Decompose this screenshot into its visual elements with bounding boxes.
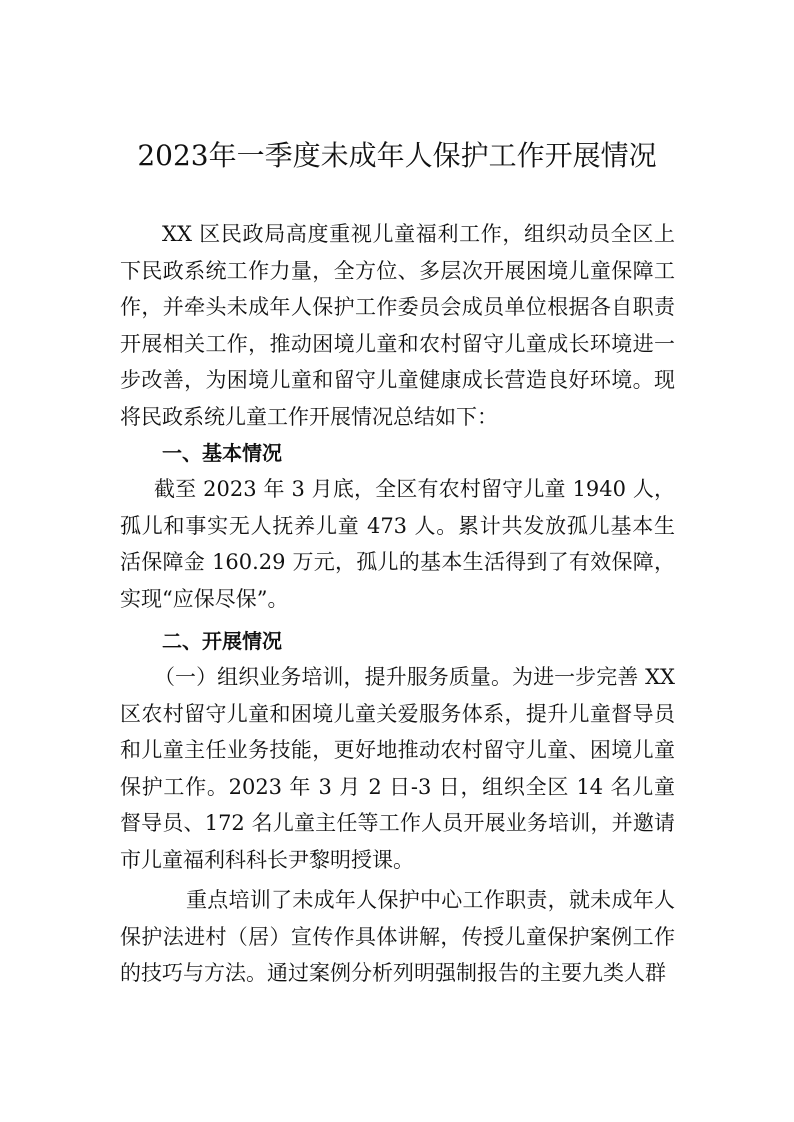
document-title: 2023年一季度未成年人保护工作开展情况 [137,139,657,172]
intro-paragraph: XX 区民政局高度重视儿童福利工作，组织动员全区上下民政系统工作力量，全方位、多层次开展困境儿童保障工作，并牵头未成年人保护工作委员会成员单位根据各自职责开展相关工作，推动困境儿童和农村留守儿童成长环境进一步改善，为困境儿童和留守儿童健康成长营造良好环境。现将民政系统儿童工作开展情况总结如下： [120,222,675,429]
section-1-paragraph: 截至 2023 年 3 月底，全区有农村留守儿童 1940 人，孤儿和事实无人抚养儿童 473 人。累计共发放孤儿基本生活保障金 160.29 万元，孤儿的基本生活得到了有效保障，实现“应保尽保”。 [120,477,675,611]
document-body [120,216,675,992]
section-1-heading: 一、基本情况 [162,441,282,465]
section-2-paragraph-2: 重点培训了未成年人保护中心工作职责，就未成年人保护法进村（居）宣传作具体讲解，传授儿童保护案例工作的技巧与方法。通过案例分析列明强制报告的主要九类人群 [120,888,675,985]
section-2-item-1-paragraph: （一）组织业务培训，提升服务质量。为进一步完善 XX 区农村留守儿童和困境儿童关爱服务体系，提升儿童督导员和儿童主任业务技能，更好地推动农村留守儿童、困境儿童保护工作。2023 年 3 月 2 日-3 日，组织全区 14 名儿童督导员、172 名儿童主任等工作人员开展业务培训，并邀请市儿童福利科科长尹黎明授课。 [120,665,675,872]
section-2-heading: 二、开展情况 [162,629,282,653]
